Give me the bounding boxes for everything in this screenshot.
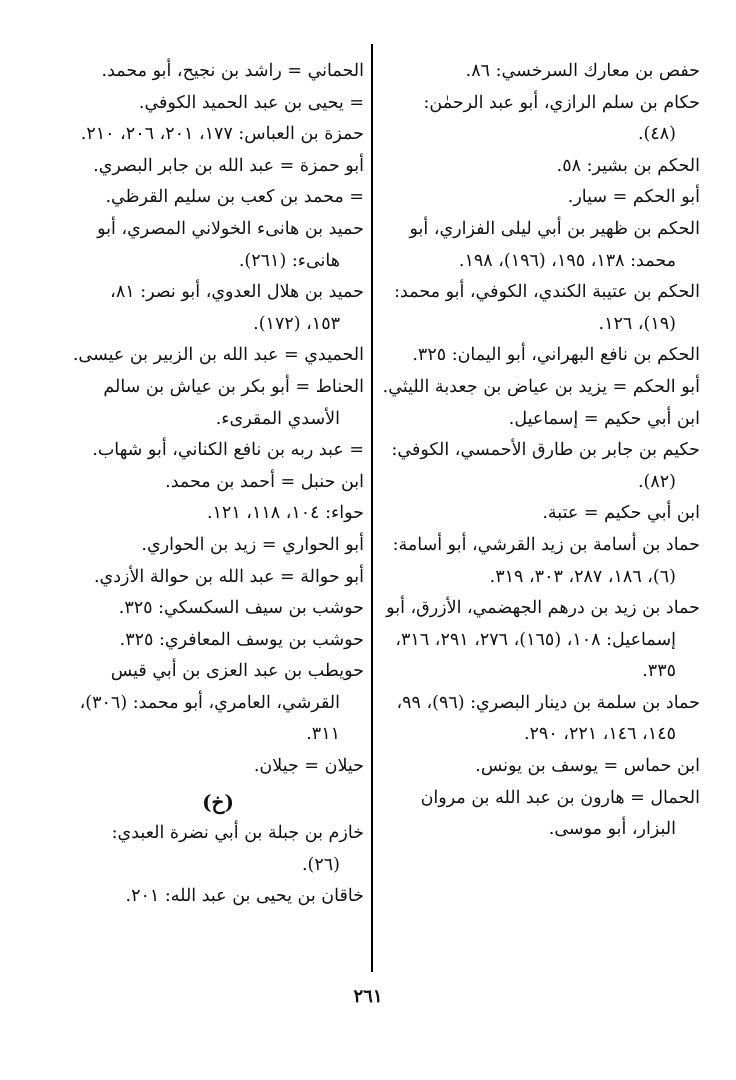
left-column: [72, 56, 364, 913]
index-entry: الحكم بن بشير: ٥٨.: [556, 155, 700, 176]
index-entry: الحكم بن ظهير بن أبي ليلى الفزاري، أبو محمد: ١٣٨، ١٩٥، (١٩٦)، ١٩٨.: [409, 218, 700, 271]
index-entry: حماد بن أسامة بن زيد القرشي، أبو أسامة: (٦)، ١٨٦، ٢٨٧، ٣٠٣، ٣١٩.: [392, 534, 700, 587]
index-entry: ابن أبي حكيم = إسماعيل.: [508, 408, 700, 429]
index-entry: ابن أبي حكيم = عتبة.: [542, 503, 700, 524]
index-entry: حمزة بن العباس: ١٧٧، ٢٠١، ٢٠٦، ٢١٠.: [80, 124, 364, 145]
index-entry: حوشب بن سيف السكسكي: ٣٢٥.: [118, 598, 364, 619]
index-entry: حكيم بن جابر بن طارق الأحمسي، الكوفي: (٨٢).: [391, 440, 700, 492]
index-entry: أبو الحكم = سيار.: [567, 187, 700, 208]
index-entry: أبو حمزة = عبد الله بن جابر البصري.: [93, 155, 364, 176]
index-entry: حفص بن معارك السرخسي: ٨٦.: [465, 61, 700, 81]
index-entry: = يحيى بن عبد الحميد الكوفي.: [138, 92, 364, 113]
index-entry: حميد بن هانىء الخولاني المصري، أبو هانىء: (٢٦١).: [97, 218, 364, 271]
index-entry: حميد بن هلال العدوي، أبو نصر: ٨١، ١٥٣، (١٧٢).: [110, 282, 364, 334]
index-entry: حويطب بن عبد العزى بن أبي قيس القرشي، العامري، أبو محمد: (٣٠٦)، ٣١١.: [79, 661, 364, 745]
index-entry: الحكم بن نافع البهراني، أبو اليمان: ٣٢٥.: [412, 345, 700, 366]
index-entry: الحماني = راشد بن نجيح، أبو محمد.: [101, 61, 364, 81]
index-entry: حكام بن سلم الرازي، أبو عبد الرحمٰن: (٤٨).: [423, 92, 700, 145]
index-entry: حماد بن سلمة بن دينار البصري: (٩٦)، ٩٩، ١٤٥، ١٤٦، ٢٢١، ٢٩٠.: [396, 692, 700, 745]
index-entry: أبو الحواري = زيد بن الحواري.: [141, 534, 364, 555]
index-entry: أبو حوالة = عبد الله بن حوالة الأزدي.: [93, 566, 364, 587]
index-entry: ابن حماس = يوسف بن يونس.: [475, 756, 700, 777]
index-entry: = عبد ربه بن نافع الكناني، أبو شهاب.: [92, 440, 364, 461]
index-entry: الحكم بن عتيبة الكندي، الكوفي، أبو محمد: (١٩)، ١٢٦.: [394, 282, 700, 334]
index-entry: خازم بن جبلة بن أبي نضرة العبدي: (٢٦).: [111, 823, 364, 875]
index-entry: الحمال = هارون بن عبد الله بن مروان البزار، أبو موسى.: [420, 787, 700, 840]
index-entry: الحناط = أبو بكر بن عياش بن سالم الأسدي المقرىء.: [103, 376, 364, 429]
index-entry: أبو الحكم = يزيد بن عياض بن جعدبة الليثي.: [382, 376, 700, 397]
index-entry: الحميدي = عبد الله بن الزبير بن عيسى.: [72, 345, 364, 366]
column-divider: [371, 44, 373, 972]
index-entry: حيلان = جيلان.: [253, 756, 364, 777]
section-heading: (خ): [202, 789, 234, 814]
page-number: ٢٦١: [353, 986, 383, 1007]
index-entry: خاقان بن يحيى بن عبد الله: ٢٠١.: [125, 886, 364, 907]
right-column: [382, 56, 700, 846]
index-entry: حماد بن زيد بن درهم الجهضمي، الأزرق، أبو إسماعيل: ١٠٨، (١٦٥)، ٢٧٦، ٢٩١، ٣١٦، ٣٣٥.: [386, 598, 700, 682]
index-entry: حواء: ١٠٤، ١١٨، ١٢١.: [206, 503, 364, 524]
index-entry: ابن حنبل = أحمد بن محمد.: [165, 471, 364, 492]
index-entry: حوشب بن يوسف المعافري: ٣٢٥.: [119, 629, 364, 650]
index-entry: = محمد بن كعب بن سليم القرظي.: [105, 187, 364, 208]
